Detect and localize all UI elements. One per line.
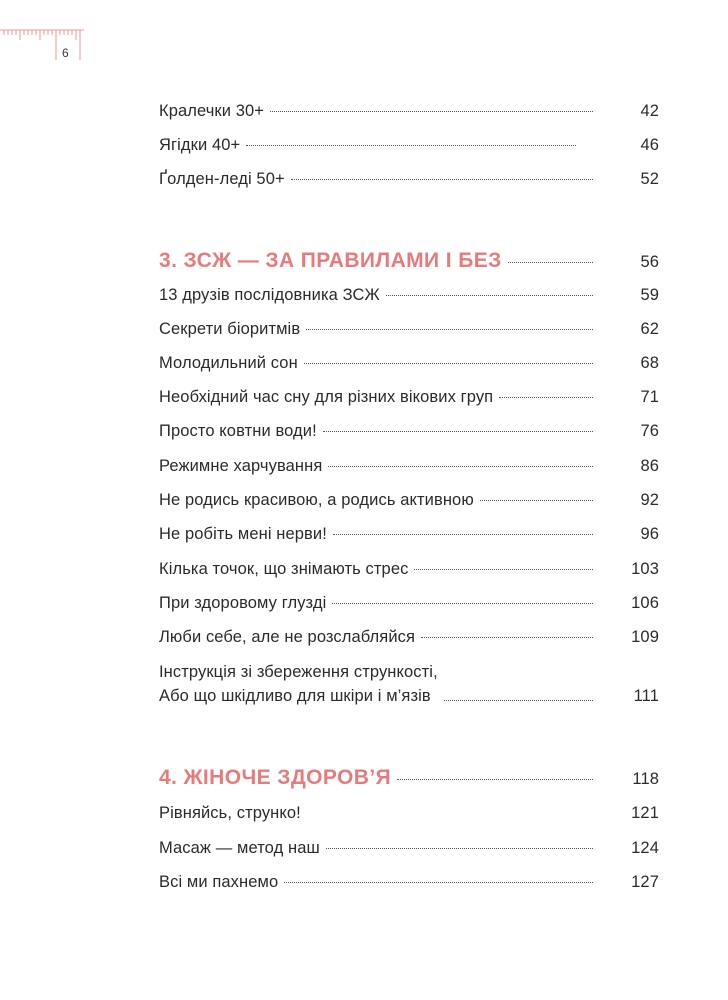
toc-entry-page: 68	[640, 354, 659, 372]
toc-entry	[159, 558, 659, 580]
toc-entry	[159, 134, 659, 156]
dot-leader	[386, 294, 593, 296]
toc-entry-title: Не родись красивою, а родись активною	[159, 491, 474, 509]
toc-entry-title: Молодильний сон	[159, 354, 298, 372]
dot-leader	[328, 465, 593, 467]
toc-entry-page: 127	[631, 873, 659, 891]
toc-entry-title: Люби себе, але не розслабляйся	[159, 628, 416, 646]
toc-entry-page: 46	[640, 136, 659, 154]
dot-leader	[326, 847, 593, 849]
toc-entry-page: 118	[632, 770, 659, 788]
ruler-decoration	[0, 26, 84, 60]
toc-entry-page: 103	[631, 560, 659, 578]
toc-entry-title: Не робіть мені нерви!	[159, 525, 327, 543]
toc-entry	[159, 802, 659, 824]
toc-entry	[159, 626, 659, 648]
toc-entry-page: 42	[640, 102, 659, 120]
toc-entry-title: Ґолден-леді 50+	[159, 170, 285, 188]
toc-entry-page: 56	[640, 253, 659, 271]
toc-entry-title: Ягідки 40+	[159, 136, 241, 154]
toc-entry-page: 109	[631, 628, 659, 646]
dot-leader	[284, 881, 593, 883]
dot-leader	[306, 328, 593, 330]
toc-entry-title: Рівняйсь, струнко!	[159, 804, 301, 822]
toc-entry	[159, 168, 659, 190]
toc-entry	[159, 871, 659, 893]
toc-entry-page: 59	[640, 286, 659, 304]
toc-entry	[159, 318, 659, 340]
toc-entry-title-line1: Інструкція зі збереження стрункості,	[159, 663, 438, 681]
chapter-title: 4. ЖІНОЧЕ ЗДОРОВ’Я	[159, 766, 392, 789]
dot-leader	[304, 362, 593, 364]
toc-entry-title: Всі ми пахнемо	[159, 873, 279, 891]
toc-entry-page: 121	[631, 804, 659, 822]
toc-entry-page: 62	[640, 320, 659, 338]
toc-entry	[159, 837, 659, 859]
toc-entry-page: 124	[631, 839, 659, 857]
toc-entry	[159, 455, 659, 477]
toc-entry-page: 76	[640, 422, 659, 440]
page-number: 6	[62, 46, 69, 60]
dot-leader	[291, 178, 593, 180]
toc-entry-page: 106	[631, 594, 659, 612]
toc-entry-title-line2: Або що шкідливо для шкіри і м’язів	[159, 687, 431, 705]
dot-leader	[246, 144, 576, 146]
toc-entry	[159, 284, 659, 306]
toc-entry-page: 71	[640, 388, 659, 406]
toc-entry	[159, 523, 659, 545]
dot-leader	[444, 699, 593, 701]
toc-entry-title: При здоровому глузді	[159, 594, 327, 612]
toc-entry-page: 86	[640, 457, 659, 475]
dot-leader	[270, 110, 593, 112]
dot-leader	[333, 533, 593, 535]
toc-entry-page: 96	[640, 525, 659, 543]
toc-entry-title: Секрети біоритмів	[159, 320, 301, 338]
dot-leader	[508, 261, 593, 263]
dot-leader	[332, 602, 593, 604]
toc-chapter-heading	[159, 767, 659, 790]
toc-entry	[159, 489, 659, 511]
dot-leader	[421, 636, 593, 638]
dot-leader	[480, 499, 593, 501]
toc-entry	[159, 592, 659, 614]
toc-entry-title: Масаж — метод наш	[159, 839, 320, 857]
dot-leader	[397, 778, 593, 780]
toc-entry	[159, 660, 659, 708]
toc-entry-title: 13 друзів послідовника ЗСЖ	[159, 286, 380, 304]
toc-entry-title: Режимне харчування	[159, 457, 323, 475]
toc-entry-page: 52	[640, 170, 659, 188]
dot-leader	[499, 396, 593, 398]
toc-entry	[159, 386, 659, 408]
dot-leader	[414, 568, 593, 570]
toc-entry	[159, 352, 659, 374]
dot-leader	[323, 430, 593, 432]
toc-entry	[159, 420, 659, 442]
toc-entry-title: Просто ковтни води!	[159, 422, 317, 440]
chapter-title: 3. ЗСЖ — ЗА ПРАВИЛАМИ І БЕЗ	[159, 249, 502, 272]
toc-entry-title: Кралечки 30+	[159, 102, 265, 120]
toc-entry-page: 111	[633, 687, 659, 705]
toc-entry-title: Необхідний час сну для різних вікових груп	[159, 388, 494, 406]
toc-entry	[159, 100, 659, 122]
toc-entry-title: Кілька точок, що знімають стрес	[159, 560, 409, 578]
toc-entry-page: 92	[640, 491, 659, 509]
toc-chapter-heading	[159, 250, 659, 273]
